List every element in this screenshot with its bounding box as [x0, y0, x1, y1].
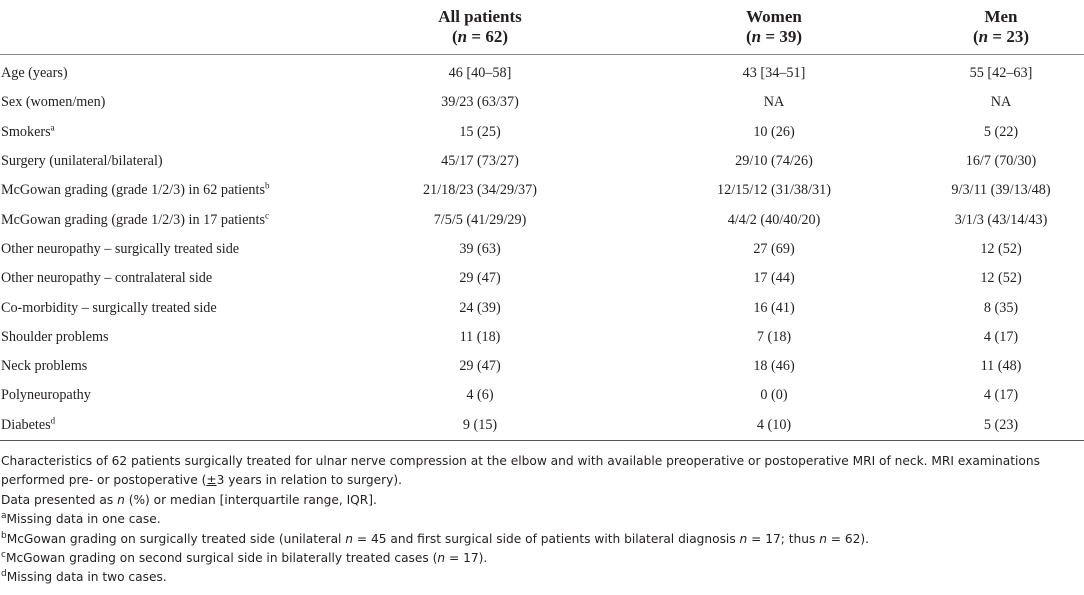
value-cell-women: 4/4/2 (40/40/20): [727, 211, 821, 228]
value-cell-women: 12/15/12 (31/38/31): [717, 182, 831, 199]
footnote-b: [1, 530, 1081, 549]
row-label: Other neuropathy – contralateral side: [1, 270, 213, 287]
table-row: [0, 352, 1084, 381]
row-label: Other neuropathy – surgically treated side: [1, 240, 240, 257]
value-cell-men: 8 (35): [983, 299, 1019, 316]
value-cell-all: 39/23 (63/37): [441, 94, 519, 111]
row-label: Smokers: [1, 123, 51, 140]
value-cell-women: 27 (69): [753, 240, 795, 257]
header-row: [0, 0, 1084, 55]
row-label-cell: [0, 235, 330, 264]
row-label: Sex (women/men): [1, 94, 106, 111]
footnote-d: [1, 568, 1081, 587]
value-cell-men: NA: [990, 94, 1012, 111]
row-label-cell: [0, 88, 330, 117]
table-row: [0, 323, 1084, 352]
header-men-n: [918, 27, 1084, 47]
row-label-cell: [0, 264, 330, 293]
header-women-n: [630, 27, 918, 47]
value-cell-men: 9/3/11 (39/13/48): [951, 182, 1051, 199]
value-cell-women: NA: [763, 94, 785, 111]
value-cell-all: 4 (6): [466, 387, 494, 404]
note-text: (%) or median [interquartile range, IQR].: [124, 492, 377, 507]
footnote-text: Missing data in one case.: [6, 512, 161, 527]
value-cell-men: 5 (23): [918, 411, 1084, 441]
footnote-marker: d: [50, 414, 56, 425]
value-cell-men: 11 (48): [980, 358, 1022, 375]
header-women: [630, 0, 918, 55]
header-n-value: = 23): [988, 27, 1029, 46]
header-n-prefix: (: [746, 27, 752, 46]
value-cell-all: 45/17 (73/27): [441, 153, 519, 170]
value-cell-all: 39 (63): [459, 240, 501, 257]
table-row: [0, 88, 1084, 117]
row-label: Diabetes: [1, 416, 51, 433]
footnote-text: Missing data in two cases.: [6, 570, 167, 585]
table-caption: [1, 452, 1081, 491]
note-n-symbol: n: [117, 492, 125, 507]
footnote-text: McGowan grading on surgically treated side (unilateral: [6, 531, 346, 546]
row-label: Age (years): [1, 65, 68, 82]
row-label: McGowan grading (grade 1/2/3) in 62 patients: [1, 182, 265, 199]
table-row: [0, 205, 1084, 234]
header-n-value: = 39): [761, 27, 802, 46]
header-n-symbol: n: [751, 27, 762, 46]
footnote-n-symbol: n: [437, 551, 446, 566]
row-label: Co-morbidity – surgically treated side: [1, 299, 217, 316]
table-body: [0, 55, 1084, 441]
value-cell-women: 17 (44): [753, 270, 795, 287]
row-label-cell: [0, 147, 330, 176]
header-n-value: = 62): [467, 27, 508, 46]
value-cell-all: 15 (25): [459, 123, 501, 140]
table-row: [0, 381, 1084, 410]
value-cell-women: 43 [34–51]: [742, 65, 806, 82]
value-cell-men: 55 [42–63]: [969, 65, 1033, 82]
header-all-patients: [330, 0, 630, 55]
footnote-text: = 62).: [826, 531, 870, 546]
footnote-n-symbol: n: [345, 531, 354, 546]
value-cell-men: 5 (22): [983, 123, 1019, 140]
value-cell-women: 29/10 (74/26): [735, 153, 813, 170]
footnote-c: [1, 549, 1081, 568]
value-cell-men: 4 (17): [983, 387, 1019, 404]
footnote-marker: b: [264, 180, 270, 191]
row-label-cell: [0, 118, 330, 147]
value-cell-men: 16/7 (70/30): [965, 153, 1037, 170]
value-cell-women: 7 (18): [756, 328, 792, 345]
row-label-cell: [0, 55, 330, 89]
row-label-cell: [0, 323, 330, 352]
footnote-marker: b: [1, 530, 7, 541]
table-row: [0, 55, 1084, 89]
footnote-marker: a: [1, 511, 7, 522]
caption-text: Characteristics of 62 patients surgically treated for ulnar nerve compression at the elbow and with available preoperative or postoperative MRI of neck. MRI examinations performed pre- or postoperative (: [1, 454, 1040, 488]
table-footnotes: [1, 452, 1081, 588]
header-n-prefix: (: [452, 27, 458, 46]
footnote-marker: d: [1, 569, 7, 580]
table-row: [0, 411, 1084, 441]
value-cell-men: 4 (17): [983, 328, 1019, 345]
footnote-marker: c: [264, 209, 269, 220]
table-header: [0, 0, 1084, 55]
footnote-marker: c: [1, 549, 6, 560]
table-row: [0, 264, 1084, 293]
value-cell-all: 29 (47): [459, 270, 501, 287]
table-row: [0, 147, 1084, 176]
table-row: [0, 118, 1084, 147]
value-cell-men: 3/1/3 (43/14/43): [954, 211, 1048, 228]
table-row: [0, 293, 1084, 322]
footnote-n-symbol: n: [819, 531, 827, 546]
value-cell-women: 18 (46): [753, 358, 795, 375]
value-cell-all: 7/5/5 (41/29/29): [433, 211, 527, 228]
row-label-cell: [0, 205, 330, 234]
row-label-cell: [0, 176, 330, 205]
row-label: McGowan grading (grade 1/2/3) in 17 patients: [1, 211, 265, 228]
header-men: [918, 0, 1084, 55]
value-cell-men: 12 (52): [980, 240, 1022, 257]
header-n-symbol: n: [457, 27, 468, 46]
value-cell-men: 12 (52): [980, 270, 1022, 287]
note-text: Data presented as: [1, 492, 118, 507]
footnote-text: = 17; thus: [747, 531, 820, 546]
value-cell-women: 10 (26): [753, 123, 795, 140]
row-label-cell: [0, 352, 330, 381]
value-cell-all: 21/18/23 (34/29/37): [423, 182, 537, 199]
caption-text-end: 3 years in relation to surgery).: [216, 473, 402, 488]
row-label: Shoulder problems: [1, 328, 109, 345]
header-all-patients-n: [330, 27, 630, 47]
table-row: [0, 235, 1084, 264]
plus-minus-symbol: ±: [206, 473, 217, 488]
footnote-text: = 45 and first surgical side of patients with bilateral diagnosis: [353, 531, 740, 546]
row-label-cell: [0, 293, 330, 322]
row-label-cell: [0, 381, 330, 410]
header-n-prefix: (: [973, 27, 979, 46]
header-women-label: Women: [746, 7, 802, 26]
header-label-column: [0, 0, 330, 55]
footnote-text: = 17).: [445, 551, 488, 566]
header-men-label: Men: [984, 7, 1018, 26]
value-cell-all: 11 (18): [459, 328, 501, 345]
header-all-patients-label: All patients: [438, 7, 522, 26]
footnote-text: McGowan grading on second surgical side in bilaterally treated cases (: [5, 551, 438, 566]
value-cell-women: 16 (41): [753, 299, 795, 316]
value-cell-all: 9 (15): [330, 411, 630, 441]
header-n-symbol: n: [978, 27, 989, 46]
value-cell-women: 0 (0): [760, 387, 788, 404]
value-cell-all: 29 (47): [459, 358, 501, 375]
table-row: [0, 176, 1084, 205]
footnote-a: [1, 510, 1081, 529]
row-label: Neck problems: [1, 358, 88, 375]
row-label: Surgery (unilateral/bilateral): [1, 153, 163, 170]
footnote-marker: a: [50, 122, 55, 132]
value-cell-women: 4 (10): [630, 411, 918, 441]
footnote-n-symbol: n: [739, 531, 748, 546]
row-label: Polyneuropathy: [1, 387, 91, 404]
value-cell-all: 46 [40–58]: [448, 65, 512, 82]
row-label-cell: [0, 411, 330, 441]
data-presentation-note: [1, 491, 1081, 510]
value-cell-all: 24 (39): [459, 299, 501, 316]
